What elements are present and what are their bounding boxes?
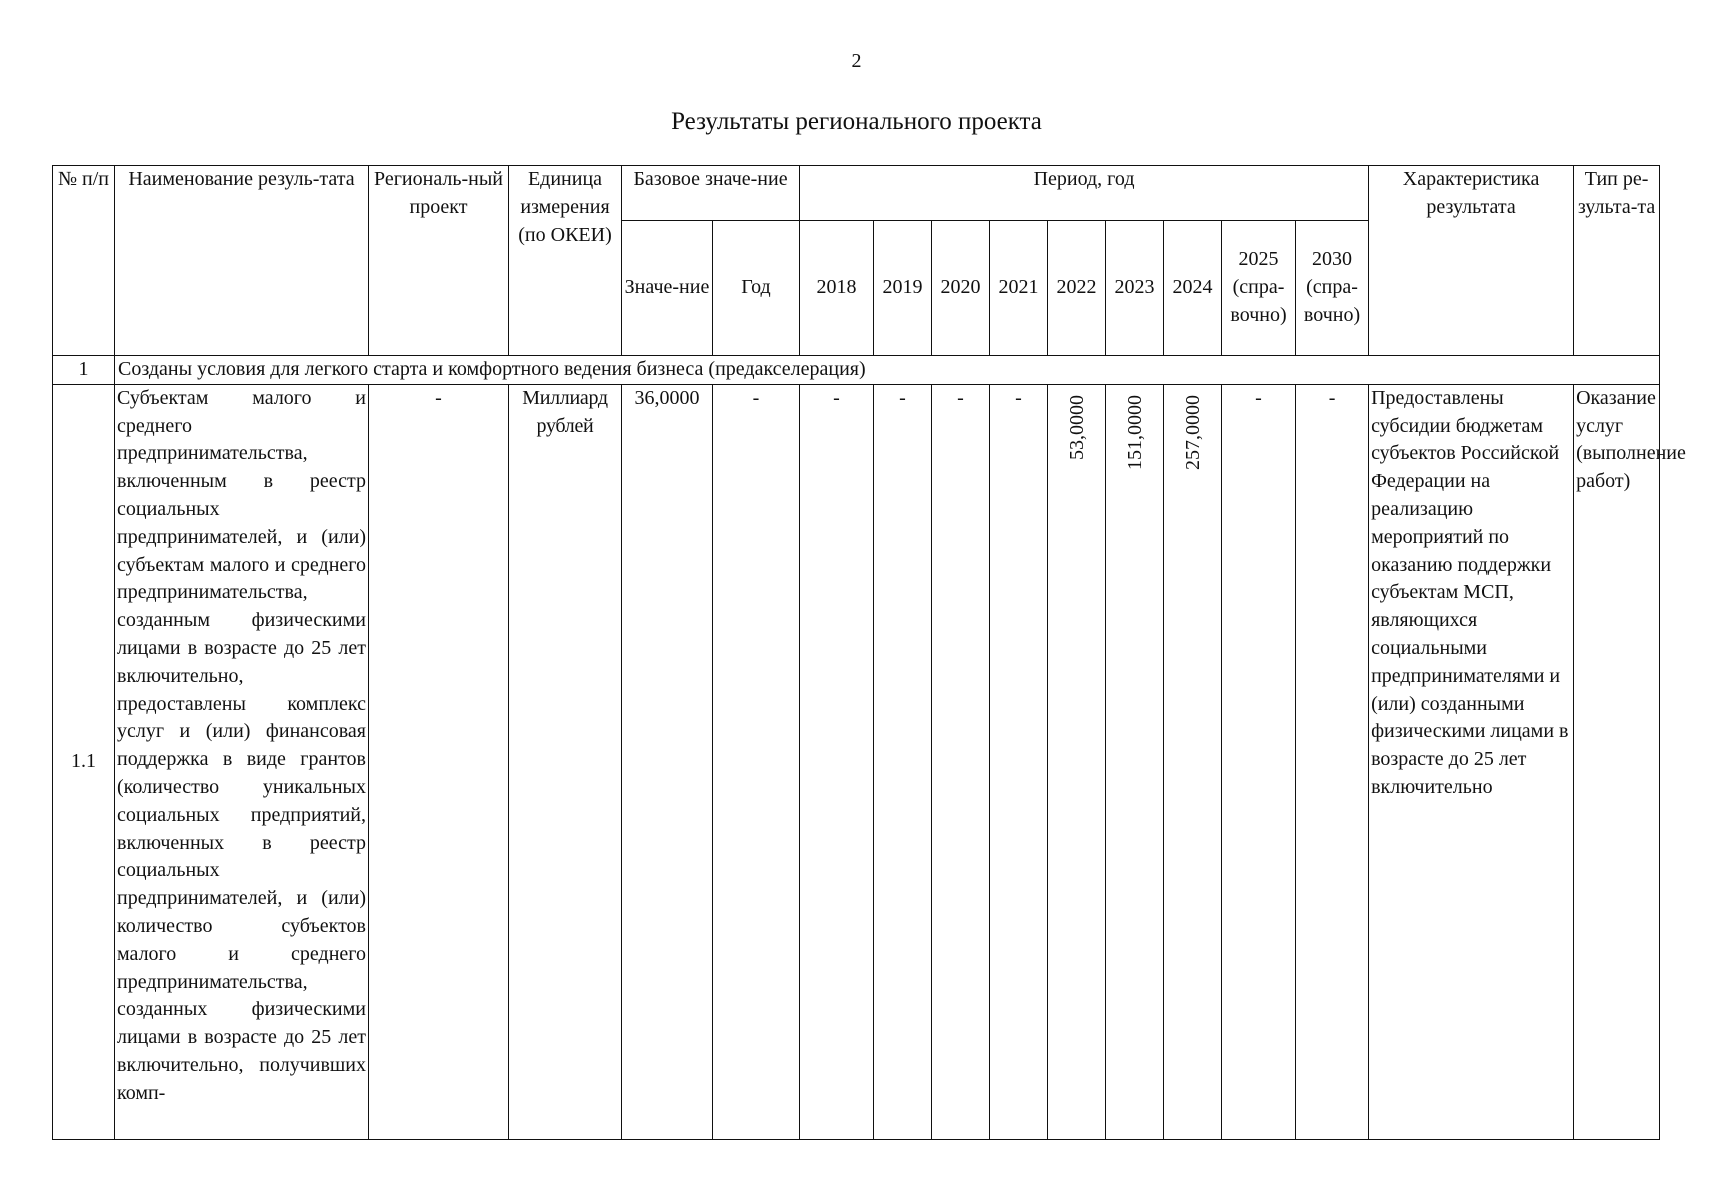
value-2024-text: 257,0000 bbox=[1181, 394, 1204, 470]
value-2023 bbox=[1106, 384, 1164, 1139]
header-base-year: Год bbox=[713, 221, 800, 356]
header-characteristic: Характеристика результата bbox=[1369, 166, 1574, 356]
results-table bbox=[52, 165, 1686, 1140]
value-2030: - bbox=[1296, 384, 1369, 1139]
value-2019: - bbox=[874, 384, 932, 1139]
value-2018: - bbox=[800, 384, 874, 1139]
value-2022 bbox=[1048, 384, 1106, 1139]
result-project: - bbox=[369, 384, 509, 1139]
section-title: Созданы условия для легкого старта и комфортного ведения бизнеса (предакселерация) bbox=[115, 356, 1660, 385]
header-year-2023: 2023 bbox=[1106, 221, 1164, 356]
value-2020: - bbox=[932, 384, 990, 1139]
result-base-value: 36,0000 bbox=[622, 384, 713, 1139]
header-year-2030: 2030 (спра-вочно) bbox=[1296, 221, 1369, 356]
header-type: Тип ре-зульта-та bbox=[1574, 166, 1660, 356]
header-year-2021: 2021 bbox=[990, 221, 1048, 356]
header-project: Региональ-ный проект bbox=[369, 166, 509, 356]
header-year-2025: 2025 (спра-вочно) bbox=[1222, 221, 1296, 356]
header-name: Наименование резуль-тата bbox=[115, 166, 369, 356]
value-2024 bbox=[1164, 384, 1222, 1139]
header-year-2020: 2020 bbox=[932, 221, 990, 356]
header-year-2018: 2018 bbox=[800, 221, 874, 356]
value-2023-text: 151,0000 bbox=[1123, 394, 1146, 470]
row-num: 1.1 bbox=[53, 384, 115, 1139]
header-num: № п/п bbox=[53, 166, 115, 356]
result-unit: Миллиард рублей bbox=[509, 384, 622, 1139]
header-base: Базовое значе-ние bbox=[622, 166, 800, 221]
result-type: Оказание услуг (выполнение работ) bbox=[1574, 384, 1660, 1139]
result-characteristic: Предоставлены субсидии бюджетам субъектов Российской Федерации на реализацию мероприятий по оказанию поддержки субъектам МСП, являющихся социальными предпринимателями и (или) созданными физическими лицами в возрасте до 25 лет включительно bbox=[1369, 384, 1574, 1139]
result-name: Субъектам малого и среднего предпринимательства, включенным в реестр социальных предпринимателей, и (или) субъектам малого и среднего предпринимательства, созданным физическими лицами в возрасте до 25 лет включительно, предоставлены комплекс услуг и (или) финансовая поддержка в виде грантов (количество уникальных социальных предприятий, включенных в реестр социальных предпринимателей, и (или) количество субъектов малого и среднего предпринимательства, созданных физическими лицами в возрасте до 25 лет включительно, получивших комп- bbox=[115, 384, 369, 1139]
value-2025: - bbox=[1222, 384, 1296, 1139]
header-period: Период, год bbox=[800, 166, 1369, 221]
section-num: 1 bbox=[53, 356, 115, 385]
page-number: 2 bbox=[851, 50, 862, 72]
header-year-2024: 2024 bbox=[1164, 221, 1222, 356]
value-2021: - bbox=[990, 384, 1048, 1139]
header-year-2019: 2019 bbox=[874, 221, 932, 356]
header-year-2022: 2022 bbox=[1048, 221, 1106, 356]
header-unit: Единица измерения (по ОКЕИ) bbox=[509, 166, 622, 356]
header-base-value: Значе-ние bbox=[622, 221, 713, 356]
value-2022-text: 53,0000 bbox=[1065, 394, 1088, 460]
page-title: Результаты регионального проекта bbox=[671, 108, 1042, 135]
result-base-year: - bbox=[713, 384, 800, 1139]
